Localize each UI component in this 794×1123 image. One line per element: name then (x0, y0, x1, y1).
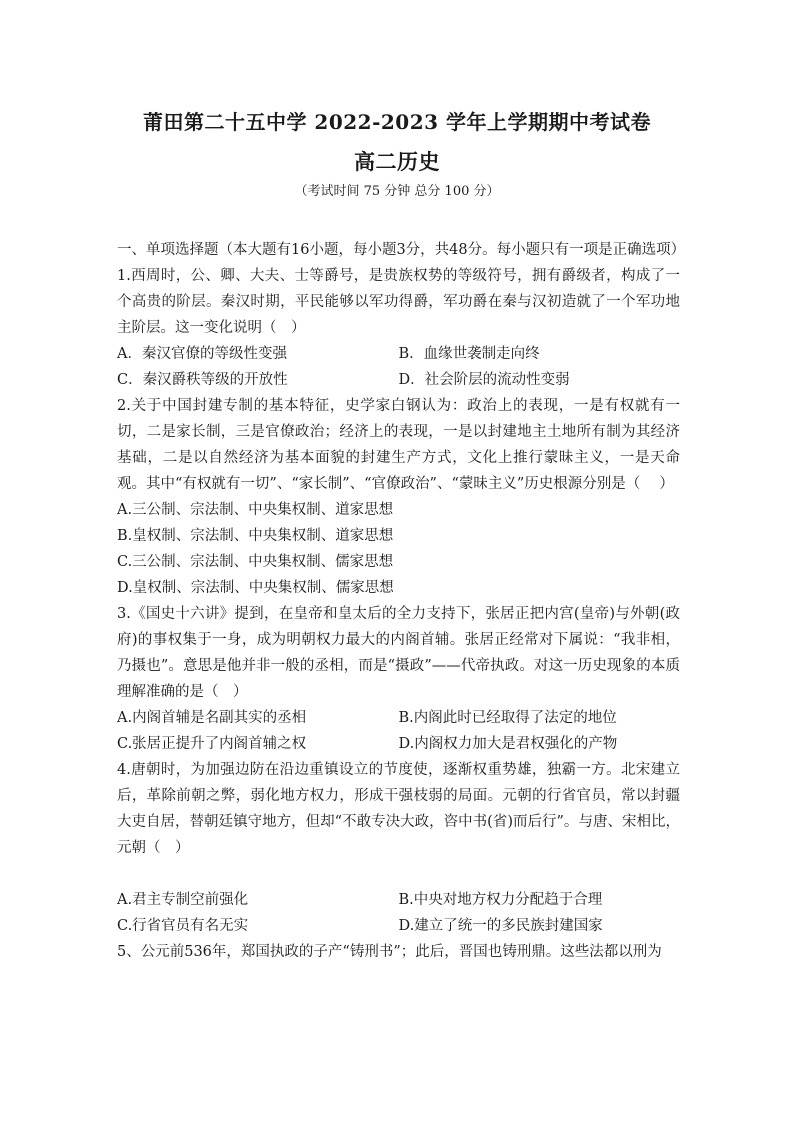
option-c: C．秦汉爵秩等级的开放性 (117, 372, 288, 388)
option-d: D.内阁权力加大是君权强化的产物 (398, 736, 618, 752)
option-d: D.皇权制、宗法制、中央集权制、儒家思想 (117, 580, 394, 596)
option-b: B.中央对地方权力分配趋于合理 (398, 892, 603, 908)
question-stem: 3.《国史十六讲》提到，在皇帝和皇太后的全力支持下，张居正把内宫(皇帝)与外朝(政府)的事权集于一身，成为明朝权力最大的内阁首辅。张居正经常对下属说：“我非相，乃摄也”。意思是他并非一般的丞相，而是“摄政”——代帝执政。对这一历史现象的本质理解准确的是（ ） (117, 606, 680, 700)
subject-title: 高二历史 (354, 149, 440, 174)
question-stem: 1.西周时，公、卿、大夫、士等爵号，是贵族权势的等级符号，拥有爵级者，构成了一个高贵的阶层。秦汉时期，平民能够以军功得爵，军功爵在秦与汉初造就了一个军功地主阶层。这一变化说明（ ） (117, 268, 680, 336)
question-4 (117, 757, 680, 939)
option-list (117, 705, 680, 757)
blank-line (117, 861, 680, 887)
exam-title: 莆田第二十五中学 2022-2023 学年上学期期中考试卷 (142, 110, 652, 134)
option-d: D．社会阶层的流动性变弱 (398, 372, 570, 388)
option-list (117, 887, 680, 939)
option-c: C.张居正提升了内阁首辅之权 (117, 736, 307, 752)
option-a: A.君主专制空前强化 (117, 892, 249, 908)
option-a: A．秦汉官僚的等级性变强 (117, 346, 287, 362)
question-2 (117, 393, 680, 601)
question-3 (117, 601, 680, 757)
option-c: C.行省官员有名无实 (117, 918, 249, 934)
option-b: B.内阁此时已经取得了法定的地位 (398, 710, 617, 726)
option-d: D.建立了统一的多民族封建国家 (398, 918, 603, 934)
question-1 (117, 263, 680, 393)
exam-content (117, 237, 686, 965)
option-list (117, 341, 680, 393)
question-stem: 5、公元前536年，郑国执政的子产“铸刑书”；此后，晋国也铸刑鼎。这些法都以刑为 (117, 944, 662, 960)
option-c: C.三公制、宗法制、中央集权制、儒家思想 (117, 554, 394, 570)
question-5 (117, 939, 680, 965)
option-b: B.皇权制、宗法制、中央集权制、道家思想 (117, 528, 394, 544)
exam-info: （考试时间 75 分钟 总分 100 分） (294, 184, 500, 199)
option-a: A.三公制、宗法制、中央集权制、道家思想 (117, 502, 394, 518)
option-b: B．血缘世袭制走向终 (398, 346, 540, 362)
option-a: A.内阁首辅是名副其实的丞相 (117, 710, 307, 726)
question-stem: 4.唐朝时，为加强边防在沿边重镇设立的节度使，逐渐权重势雄，独霸一方。北宋建立后，革除前朝之弊，弱化地方权力，形成干强枝弱的局面。元朝的行省官员，常以封疆大吏自居，替朝廷镇守地方，但却“不敢专决大政，咨中书(省)而后行”。与唐、宋相比，元朝（ ） (117, 762, 680, 856)
section-heading: 一、单项选择题（本大题有16小题，每小题3分，共48分。每小题只有一项是正确选项） (117, 242, 686, 258)
question-stem: 2.关于中国封建专制的基本特征，史学家白钢认为：政治上的表现，一是有权就有一切，二是家长制，三是官僚政治；经济上的表现，一是以封建地主土地所有制为其经济基础，二是以自然经济为基本面貌的封建生产方式，文化上推行蒙昧主义，一是天命观。其中“有权就有一切”、“家长制”、“官僚政治”、“蒙昧主义”历史根源分别是（ ） (117, 398, 680, 492)
option-list (117, 497, 680, 601)
